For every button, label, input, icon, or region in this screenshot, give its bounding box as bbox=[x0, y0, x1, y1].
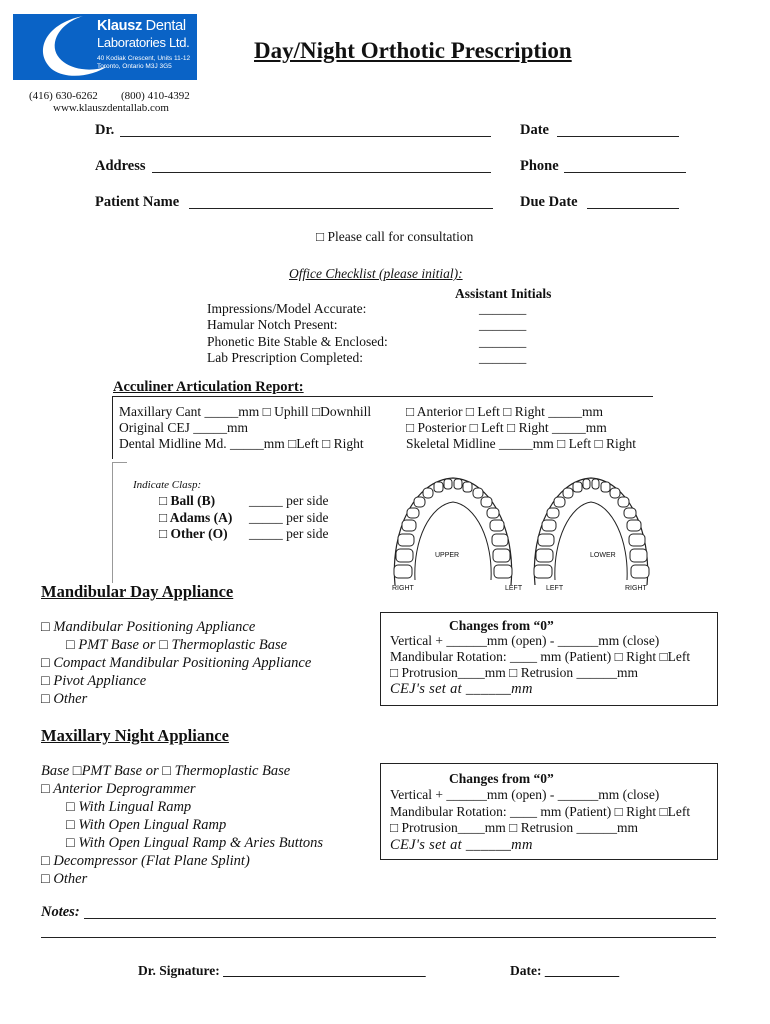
mandibular-options bbox=[41, 618, 311, 708]
checklist-item: Impressions/Model Accurate: bbox=[207, 301, 367, 316]
maxillary-options bbox=[41, 762, 323, 888]
initial-field[interactable]: _______ bbox=[479, 333, 527, 349]
page-title: Day/Night Orthotic Prescription bbox=[254, 38, 572, 63]
per-side-field[interactable]: _____ per side bbox=[249, 509, 329, 525]
dental-arch-diagram bbox=[385, 470, 665, 595]
checklist-item: Lab Prescription Completed: bbox=[207, 349, 363, 365]
address-label: Address bbox=[95, 158, 146, 174]
phone-label: Phone bbox=[520, 158, 559, 174]
decompressor-checkbox[interactable]: □ Decompressor (Flat Plane Splint) bbox=[41, 853, 250, 869]
maxillary-title: Maxillary Night Appliance bbox=[41, 726, 229, 745]
side-label: RIGHT bbox=[625, 585, 647, 592]
dr-field[interactable] bbox=[120, 136, 491, 137]
side-label: LEFT bbox=[505, 585, 523, 592]
original-cej-row[interactable]: Original CEJ _____mm bbox=[119, 420, 248, 435]
maxillary-changes-lines bbox=[390, 787, 690, 853]
logo-name-line2: Laboratories Ltd. bbox=[97, 35, 190, 50]
protrusion-row[interactable]: □ Protrusion____mm □ Retrusion ______mm bbox=[390, 820, 639, 835]
protrusion-row[interactable]: □ Protrusion____mm □ Retrusion ______mm bbox=[390, 665, 639, 680]
rotation-row[interactable]: Mandibular Rotation: ____ mm (Patient) □ Right □Left bbox=[390, 649, 691, 664]
mandibular-title: Mandibular Day Appliance bbox=[41, 582, 234, 601]
mandibular-changes-lines bbox=[390, 633, 690, 697]
checklist-item: Phonetic Bite Stable & Enclosed: bbox=[207, 333, 388, 349]
initial-field[interactable]: _______ bbox=[479, 301, 527, 316]
rotation-row[interactable]: Mandibular Rotation: ____ mm (Patient) □ Right □Left bbox=[390, 803, 691, 819]
mandibular-changes-title: Changes from “0” bbox=[449, 618, 554, 633]
company-logo bbox=[13, 14, 197, 80]
lower-arch-icon bbox=[534, 478, 649, 585]
date-field[interactable] bbox=[557, 136, 679, 137]
cej-row[interactable]: CEJ's set at ______mm bbox=[390, 836, 533, 853]
mandibular-positioning-checkbox[interactable]: □ Mandibular Positioning Appliance bbox=[41, 619, 256, 635]
checklist-initials bbox=[479, 301, 526, 366]
maxillary-base-choice[interactable]: Base □PMT Base or □ Thermoplastic Base bbox=[41, 763, 291, 779]
initial-field[interactable]: _______ bbox=[479, 317, 527, 333]
clasp-option-ball[interactable]: □ Ball (B) bbox=[159, 493, 216, 508]
clasp-box bbox=[112, 462, 127, 583]
doctor-signature[interactable]: Dr. Signature: ______________________________ bbox=[138, 963, 426, 978]
posterior-row[interactable]: □ Posterior □ Left □ Right _____mm bbox=[406, 420, 607, 435]
maxillary-cant-row[interactable]: Maxillary Cant _____mm □ Uphill □Downhill bbox=[119, 404, 372, 419]
notes-line[interactable] bbox=[84, 918, 716, 919]
logo-name: Klausz Dental bbox=[97, 18, 186, 34]
checklist-items bbox=[207, 301, 388, 366]
upper-arch-icon bbox=[394, 478, 512, 585]
due-date-field[interactable] bbox=[587, 208, 679, 209]
vertical-row[interactable]: Vertical + ______mm (open) - ______mm (close) bbox=[390, 633, 660, 648]
signature-date[interactable]: Date: ___________ bbox=[510, 963, 620, 978]
patient-name-field[interactable] bbox=[189, 208, 493, 209]
clasp-option-other[interactable]: □ Other (O) bbox=[159, 526, 228, 541]
consultation-checkbox[interactable]: □ Please call for consultation bbox=[316, 229, 474, 244]
dr-label: Dr. bbox=[95, 122, 115, 138]
logo-address: 40 Kodiak Crescent, Units 11-12 Toronto, Ontario M3J 3G5 bbox=[97, 55, 191, 70]
aries-buttons-checkbox[interactable]: □ With Open Lingual Ramp & Aries Buttons bbox=[66, 835, 324, 851]
acculiner-left bbox=[119, 404, 371, 452]
anterior-deprogrammer-checkbox[interactable]: □ Anterior Deprogrammer bbox=[41, 781, 196, 797]
clasp-per-side bbox=[249, 493, 328, 543]
per-side-field[interactable]: _____ per side bbox=[249, 493, 329, 508]
skeletal-midline-row[interactable]: Skeletal Midline _____mm □ Left □ Right bbox=[406, 436, 637, 451]
address-field[interactable] bbox=[152, 172, 491, 173]
initial-field[interactable]: _______ bbox=[479, 349, 527, 365]
lower-arch-label: LOWER bbox=[590, 552, 616, 559]
date-label: Date bbox=[520, 122, 549, 138]
side-label: RIGHT bbox=[392, 585, 414, 592]
acculiner-title: Acculiner Articulation Report: bbox=[113, 379, 304, 395]
due-date-label: Due Date bbox=[520, 194, 578, 210]
lingual-ramp-checkbox[interactable]: □ With Lingual Ramp bbox=[66, 799, 192, 815]
patient-name-label: Patient Name bbox=[95, 194, 180, 210]
anterior-row[interactable]: □ Anterior □ Left □ Right _____mm bbox=[406, 404, 603, 419]
upper-arch-label: UPPER bbox=[435, 552, 460, 559]
notes-label: Notes: bbox=[41, 904, 80, 920]
phone-field[interactable] bbox=[564, 172, 686, 173]
clasp-title: Indicate Clasp: bbox=[133, 479, 202, 491]
mandibular-base-choice[interactable]: □ PMT Base or □ Thermoplastic Base bbox=[66, 637, 288, 653]
maxillary-changes-title: Changes from “0” bbox=[449, 771, 554, 786]
mandibular-other-checkbox[interactable]: □ Other bbox=[41, 691, 88, 707]
website: www.klauszdentallab.com bbox=[53, 102, 169, 114]
assistant-initials-header: Assistant Initials bbox=[455, 286, 552, 301]
checklist-title: Office Checklist (please initial): bbox=[289, 266, 463, 281]
clasp-option-adams[interactable]: □ Adams (A) bbox=[159, 509, 233, 525]
checklist-item: Hamular Notch Present: bbox=[207, 317, 338, 333]
pivot-appliance-checkbox[interactable]: □ Pivot Appliance bbox=[41, 673, 147, 689]
side-label: LEFT bbox=[546, 585, 564, 592]
phone-local: (416) 630-6262 bbox=[29, 90, 98, 102]
acculiner-right bbox=[406, 404, 636, 452]
per-side-field[interactable]: _____ per side bbox=[249, 526, 329, 541]
compact-mandibular-checkbox[interactable]: □ Compact Mandibular Positioning Appliance bbox=[41, 655, 312, 671]
phone-tollfree: (800) 410-4392 bbox=[121, 90, 190, 102]
notes-line[interactable] bbox=[41, 937, 716, 938]
vertical-row[interactable]: Vertical + ______mm (open) - ______mm (close) bbox=[390, 787, 660, 802]
open-lingual-ramp-checkbox[interactable]: □ With Open Lingual Ramp bbox=[66, 817, 227, 833]
dental-midline-row[interactable]: Dental Midline Md. _____mm □Left □ Right bbox=[119, 436, 364, 451]
clasp-options bbox=[159, 493, 232, 543]
cej-row[interactable]: CEJ's set at ______mm bbox=[390, 681, 533, 697]
maxillary-other-checkbox[interactable]: □ Other bbox=[41, 871, 88, 887]
